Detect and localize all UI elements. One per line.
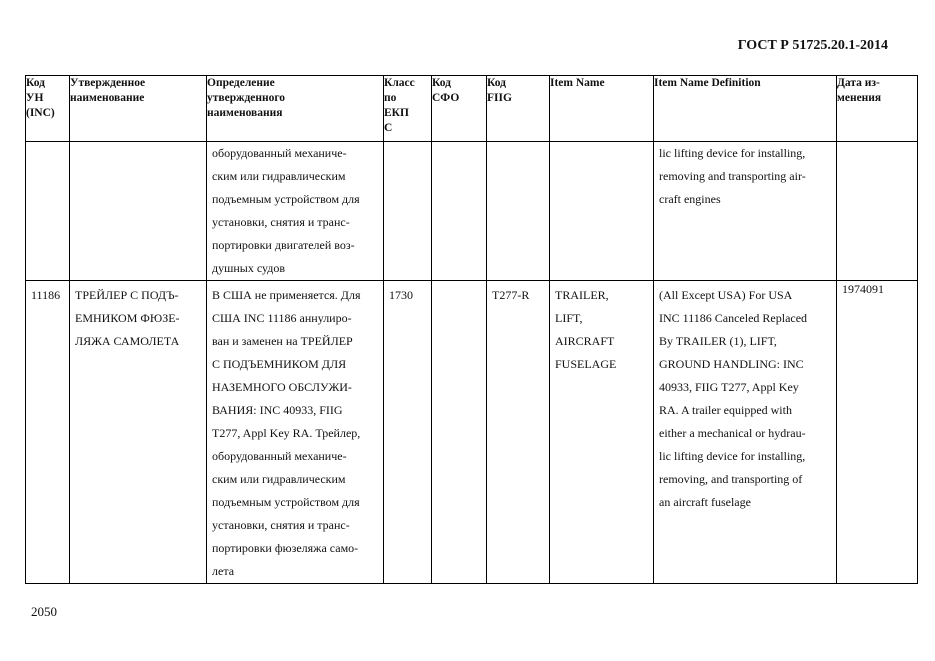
cell-line: removing and transporting air- — [659, 169, 806, 183]
col-class-header — [384, 76, 432, 142]
cell-inc — [26, 142, 70, 281]
header-line: Код — [432, 77, 452, 89]
cell-line: (All Except USA) For USA — [659, 288, 793, 302]
cell-line: lic lifting device for installing, — [659, 146, 806, 160]
cell-line: оборудованный механиче- — [212, 146, 347, 160]
cell-name — [70, 281, 207, 584]
cell-class — [384, 142, 432, 281]
cell-name — [70, 142, 207, 281]
cell-line: AIRCRAFT — [555, 334, 615, 348]
cell-line: лета — [212, 564, 235, 578]
document-code: ГОСТ Р 51725.20.1-2014 — [737, 38, 888, 53]
cell-class — [384, 281, 432, 584]
header-line: Item Name — [550, 77, 605, 89]
cell-line: установки, снятия и транс- — [212, 215, 350, 229]
col-definition-header — [207, 76, 384, 142]
cell-sfo — [432, 281, 487, 584]
cell-line: either a mechanical or hydrau- — [659, 426, 806, 440]
cell-line: ЕМНИКОМ ФЮЗЕ- — [75, 311, 180, 325]
page-number: 2050 — [31, 604, 57, 619]
header-line: наименования — [207, 107, 283, 119]
header-line: наименование — [70, 92, 145, 104]
header-line: Класс — [384, 77, 415, 89]
cell-value: 1730 — [389, 288, 413, 302]
cell-definition — [207, 281, 384, 584]
cell-line: GROUND HANDLING: INC — [659, 357, 804, 371]
cell-line: craft engines — [659, 192, 721, 206]
cell-line: an aircraft fuselage — [659, 495, 751, 509]
table-row — [26, 281, 918, 584]
cell-date — [837, 281, 918, 584]
cell-item-def — [654, 281, 837, 584]
header-line: Код — [26, 77, 46, 89]
cell-date — [837, 142, 918, 281]
cell-line: ТРЕЙЛЕР С ПОДЪ- — [75, 288, 179, 302]
cell-definition — [207, 142, 384, 281]
header-line: ЕКП — [384, 107, 409, 119]
cell-line: LIFT, — [555, 311, 583, 325]
header-line: по — [384, 92, 397, 104]
catalog-table — [25, 75, 918, 584]
col-fiig-header — [487, 76, 550, 142]
header-line: Дата из- — [837, 77, 880, 89]
cell-line: В США не применяется. Для — [212, 288, 361, 302]
cell-line: ЛЯЖА САМОЛЕТА — [75, 334, 180, 348]
cell-line: By TRAILER (1), LIFT, — [659, 334, 777, 348]
cell-item-name — [550, 281, 654, 584]
cell-line: оборудованный механиче- — [212, 449, 347, 463]
col-inc-header — [26, 76, 70, 142]
cell-sfo — [432, 142, 487, 281]
cell-line: T277, Appl Key RA. Трейлер, — [212, 426, 361, 440]
cell-line: TRAILER, — [555, 288, 609, 302]
col-date-header — [837, 76, 918, 142]
col-name-header — [70, 76, 207, 142]
cell-line: НАЗЕМНОГО ОБСЛУЖИ- — [212, 380, 352, 394]
cell-line: С ПОДЪЕМНИКОМ ДЛЯ — [212, 357, 347, 371]
cell-fiig — [487, 142, 550, 281]
header-line: С — [384, 122, 393, 134]
cell-line: FUSELAGE — [555, 357, 617, 371]
cell-line: ским или гидравлическим — [212, 472, 346, 486]
cell-value: 11186 — [31, 288, 61, 302]
cell-line: душных судов — [212, 261, 286, 275]
col-item-def-header — [654, 76, 837, 142]
cell-line: подъемным устройством для — [212, 192, 360, 206]
cell-value: T277-R — [492, 288, 530, 302]
table-row — [26, 142, 918, 281]
header-line: утвержденного — [207, 92, 286, 104]
cell-line: removing, and transporting of — [659, 472, 803, 486]
cell-line: портировки фюзеляжа само- — [212, 541, 359, 555]
cell-line: ВАНИЯ: INC 40933, FIIG — [212, 403, 343, 417]
cell-line: ским или гидравлическим — [212, 169, 346, 183]
header-line: Код — [487, 77, 507, 89]
header-line: менения — [837, 92, 882, 104]
header-line: СФО — [432, 92, 460, 104]
cell-line: ван и заменен на ТРЕЙЛЕР — [212, 334, 353, 348]
cell-line: INC 11186 Canceled Replaced — [659, 311, 808, 325]
cell-line: lic lifting device for installing, — [659, 449, 806, 463]
col-item-name-header — [550, 76, 654, 142]
cell-line: портировки двигателей воз- — [212, 238, 355, 252]
header-line: Утвержденное — [70, 77, 146, 89]
cell-line: 40933, FIIG T277, Appl Key — [659, 380, 799, 394]
cell-value: 1974091 — [842, 282, 884, 296]
cell-item-def — [654, 142, 837, 281]
cell-line: подъемным устройством для — [212, 495, 360, 509]
header-line: Определение — [207, 77, 275, 89]
header-line: (INC) — [26, 107, 55, 119]
cell-inc — [26, 281, 70, 584]
cell-line: установки, снятия и транс- — [212, 518, 350, 532]
header-line: FIIG — [487, 92, 512, 104]
header-line: УН — [26, 92, 44, 104]
cell-item-name — [550, 142, 654, 281]
cell-fiig — [487, 281, 550, 584]
header-line: Item Name Definition — [654, 77, 761, 89]
header-row — [26, 76, 918, 142]
col-sfo-header — [432, 76, 487, 142]
cell-line: RA. A trailer equipped with — [659, 403, 792, 417]
cell-line: США INC 11186 аннулиро- — [212, 311, 352, 325]
